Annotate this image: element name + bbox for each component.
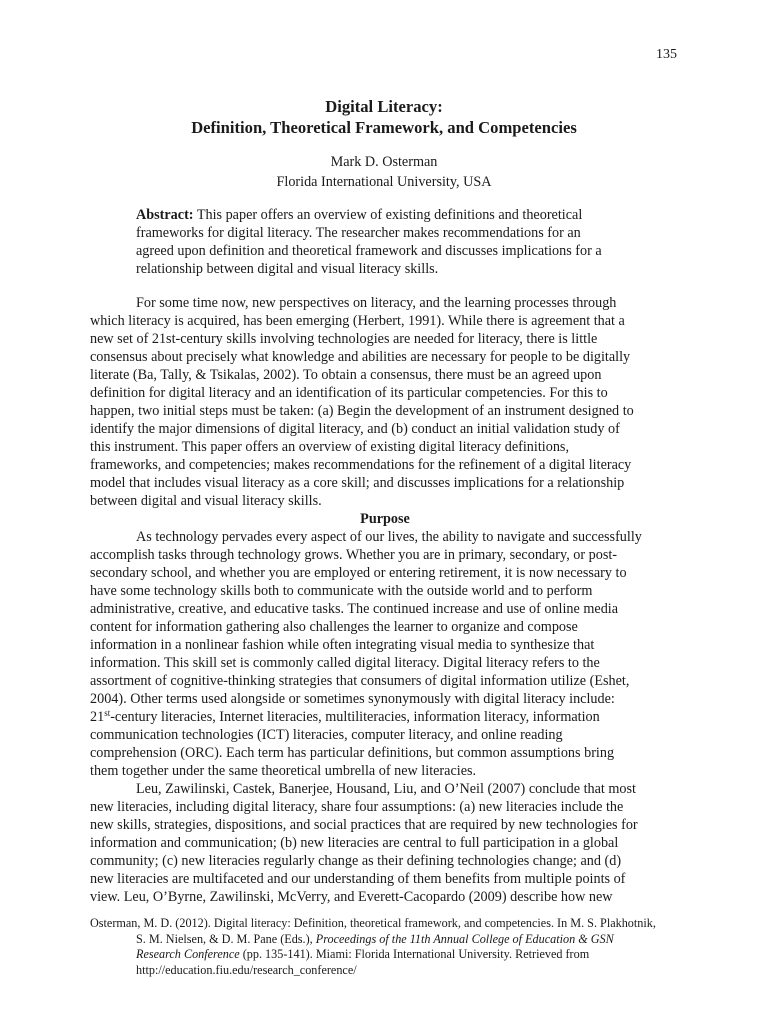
purpose-line: communication technologies (ICT) literacies, computer literacy, and online reading bbox=[90, 727, 563, 743]
purpose-line: content for information gathering also challenges the learner to organize and compose bbox=[90, 619, 578, 635]
purpose-line: 21st-century literacies, Internet literacies, multiliteracies, information literacy, information bbox=[90, 708, 600, 725]
purpose-line: administrative, creative, and educative tasks. The continued increase and use of online media bbox=[90, 601, 619, 617]
intro-line: definition for digital literacy and an identification of its particular competencies. For this to bbox=[90, 385, 608, 401]
section-heading-purpose: Purpose bbox=[360, 511, 410, 527]
author-name: Mark D. Osterman bbox=[330, 154, 438, 170]
intro-line: literate (Ba, Tally, & Tsikalas, 2002). To obtain a consensus, there must be an agreed upon bbox=[90, 367, 602, 383]
leu-line: new literacies, including digital literacy, share four assumptions: (a) new literacies include the bbox=[90, 799, 624, 815]
abstract-label: Abstract: bbox=[136, 207, 194, 223]
author-block bbox=[90, 152, 678, 192]
page-number: 135 bbox=[656, 47, 677, 62]
purpose-line: have some technology skills both to communicate with the outside world and to perform bbox=[90, 583, 593, 599]
intro-line: between digital and visual literacy skills. bbox=[90, 493, 322, 509]
purpose-line: comprehension (ORC). Each term has particular definitions, but common assumptions bring bbox=[90, 745, 615, 761]
leu-line: Leu, Zawilinski, Castek, Banerjee, Housand, Liu, and O’Neil (2007) conclude that most bbox=[136, 781, 636, 797]
superscript: st bbox=[104, 708, 111, 718]
abstract-line: frameworks for digital literacy. The researcher makes recommendations for an bbox=[136, 225, 581, 241]
paper-title bbox=[90, 96, 678, 138]
purpose-line: 2004). Other terms used alongside or sometimes synonymously with digital literacy include: bbox=[90, 691, 615, 707]
body-text bbox=[90, 294, 680, 906]
leu-line: new literacies are multifaceted and our understanding of them benefits from multiple points of bbox=[90, 871, 626, 887]
abstract-line: Abstract: This paper offers an overview of existing definitions and theoretical bbox=[136, 207, 583, 223]
leu-line: information and communication; (b) new literacies are central to full participation in a global bbox=[90, 835, 619, 851]
footnote-line: Research Conference (pp. 135-141). Miami: Florida International University. Retrieved from bbox=[136, 947, 590, 961]
footnote-url: http://education.fiu.edu/research_conference/ bbox=[136, 962, 357, 977]
purpose-line: them together under the same theoretical umbrella of new literacies. bbox=[90, 763, 477, 779]
intro-line: which literacy is acquired, has been emerging (Herbert, 1991). While there is agreement that a bbox=[90, 313, 625, 329]
footnote-line: S. M. Nielsen, & D. M. Pane (Eds.), Proceedings of the 11th Annual College of Education & GSN bbox=[136, 931, 614, 946]
purpose-line: information in a nonlinear fashion while often integrating visual media to synthesize that bbox=[90, 637, 595, 653]
intro-line: consensus about precisely what knowledge and abilities are necessary for people to be digitally bbox=[90, 349, 631, 365]
intro-line: identify the major dimensions of digital literacy, and (b) conduct an initial validation study of bbox=[90, 421, 620, 437]
intro-line: For some time now, new perspectives on literacy, and the learning processes through bbox=[136, 295, 617, 311]
leu-line: community; (c) new literacies regularly change as their defining technologies change; and (d) bbox=[90, 853, 622, 869]
leu-line: view. Leu, O’Byrne, Zawilinski, McVerry, and Everett-Cacopardo (2009) describe how new bbox=[90, 889, 613, 905]
author-affiliation: Florida International University, USA bbox=[276, 174, 492, 190]
abstract-line: agreed upon definition and theoretical framework and discusses implications for a bbox=[136, 243, 602, 259]
abstract-line: relationship between digital and visual literacy skills. bbox=[136, 261, 439, 277]
purpose-line: accomplish tasks through technology grows. Whether you are in primary, secondary, or post- bbox=[90, 547, 618, 563]
intro-line: frameworks, and competencies; makes recommendations for the refinement of a digital literacy bbox=[90, 457, 632, 473]
title-line-1: Digital Literacy: bbox=[325, 97, 443, 116]
intro-line: happen, two initial steps must be taken: (a) Begin the development of an instrument designed to bbox=[90, 403, 634, 419]
purpose-line: assortment of cognitive-thinking strategies that consumers of digital information utilize (Eshet, bbox=[90, 673, 630, 689]
intro-line: new set of 21st-century skills involving technologies are needed for literacy, there is little bbox=[90, 331, 598, 347]
abstract bbox=[136, 206, 636, 278]
purpose-line: information. This skill set is commonly called digital literacy. Digital literacy refers to the bbox=[90, 655, 600, 671]
footnote-line: Osterman, M. D. (2012). Digital literacy: Definition, theoretical framework, and competencies. In M. S. Plakhotnik, bbox=[90, 916, 656, 930]
intro-line: model that includes visual literacy as a core skill; and discusses implications for a relationship bbox=[90, 475, 625, 491]
title-line-2: Definition, Theoretical Framework, and Competencies bbox=[191, 118, 577, 137]
leu-line: new skills, strategies, dispositions, and social practices that are required by new technologies for bbox=[90, 817, 638, 833]
purpose-line: As technology pervades every aspect of our lives, the ability to navigate and successfully bbox=[136, 529, 642, 545]
purpose-line: secondary school, and whether you are employed or entering retirement, it is now necessary to bbox=[90, 565, 627, 581]
citation-footnote bbox=[90, 916, 690, 978]
intro-line: this instrument. This paper offers an overview of existing digital literacy definitions, bbox=[90, 439, 569, 455]
